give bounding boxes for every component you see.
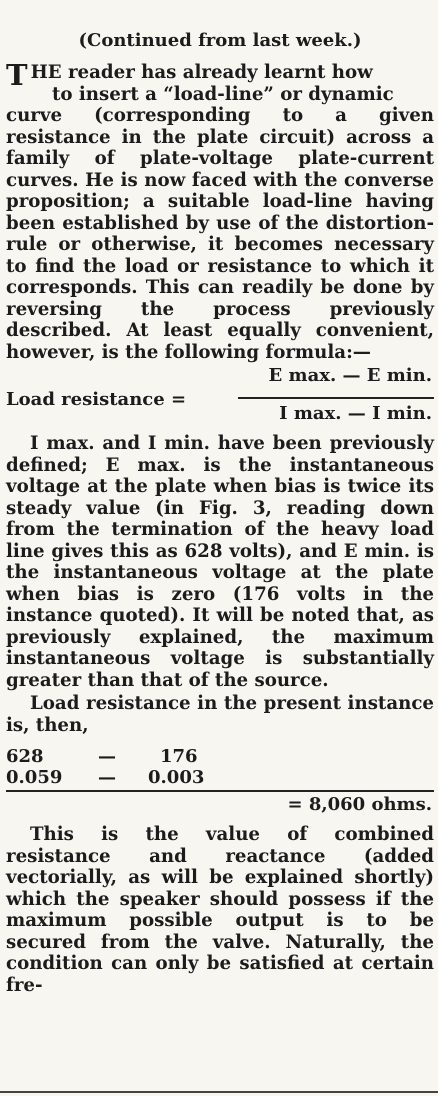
formula-denominator: I max. — I min. [279, 403, 432, 424]
fraction-bar [238, 397, 434, 399]
calc-row-2-a: 0.059 [6, 767, 63, 788]
page-bottom-rule [0, 1091, 438, 1093]
formula-numerator: E max. — E min. [268, 365, 432, 386]
calculation-block [6, 740, 434, 824]
calc-row-2-op: — [98, 767, 116, 788]
calc-rule [6, 790, 434, 792]
continued-heading: (Continued from last week.) [78, 30, 362, 51]
drop-cap: T [6, 58, 28, 92]
load-resistance-formula [6, 365, 434, 433]
lead-body: curve (corresponding to a given resistance in the plate circuit) across a family of plate-voltage plate-current curves. He is now faced with the converse proposition; a suitable load-line having been established by use of the distortion-rule or otherwise, it becomes necessary to find the load or resistance to which it corresponds. This can readily be done by reversing the process previously described. At least equally convenient, however, is the following formula:— [6, 105, 434, 363]
calculation-intro: Load resistance in the present instance is, then, [6, 693, 434, 736]
calc-row-1-a: 628 [6, 746, 44, 767]
calc-row-1-b: 176 [160, 746, 198, 767]
calc-result: = 8,060 ohms. [287, 794, 432, 815]
closing-paragraph: This is the value of combined resistance and reactance (added vectorially, as will be explained shortly) which the speaker should possess if the maximum possible output is to be secured from the valve. Naturally, the condition can only be satisfied at certain fre- [6, 824, 434, 996]
calc-row-2-b: 0.003 [148, 767, 205, 788]
article-column [6, 0, 434, 996]
lead-first-line: HE reader has already learnt how [30, 62, 373, 83]
calc-row-1-op: — [98, 746, 116, 767]
lead-paragraph [6, 58, 434, 363]
definitions-paragraph: I max. and I min. have been previously defined; E max. is the instantaneous voltage at the plate when bias is twice its steady value (in Fig. 3, reading down from the termination of the heavy load line gives this as 628 volts), and E min. is the instantaneous voltage at the plate when bias is zero (176 volts in the instance quoted). It will be noted that, as previously explained, the maximum instantaneous voltage is substantially greater than that of the source. [6, 433, 434, 691]
formula-lhs: Load resistance = [6, 389, 187, 410]
lead-second-line: to insert a “load-line” or dynamic [52, 83, 394, 105]
